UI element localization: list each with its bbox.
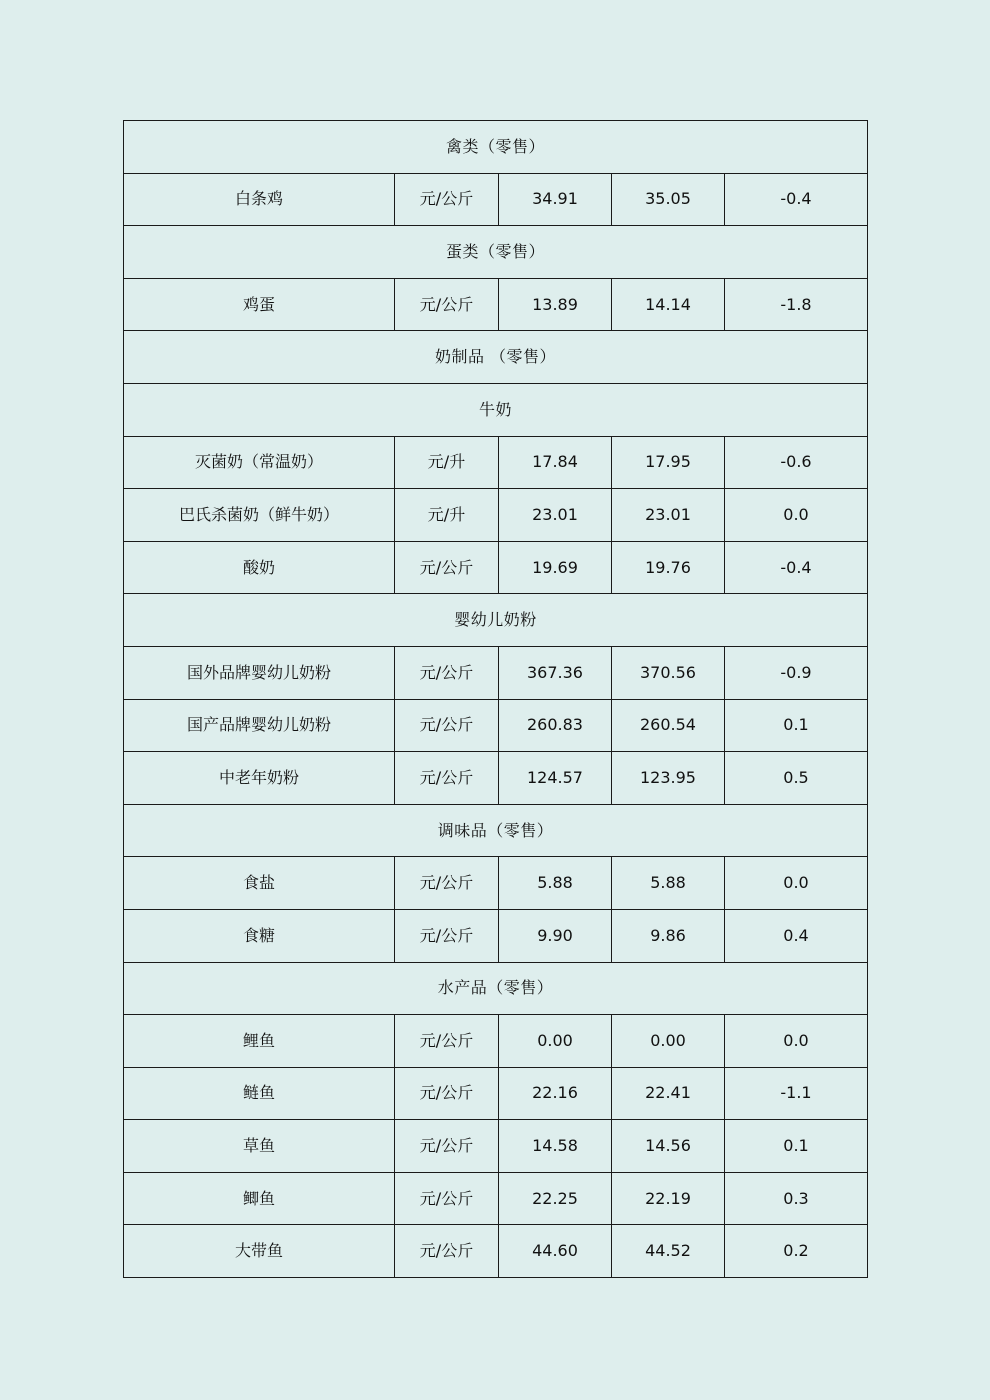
previous-price-cell: 23.01 [612, 489, 725, 542]
item-name-cell: 鸡蛋 [124, 278, 395, 331]
previous-price-cell: 0.00 [612, 1015, 725, 1068]
item-name-cell: 国外品牌婴幼儿奶粉 [124, 646, 395, 699]
current-price-cell: 34.91 [499, 173, 612, 226]
item-name-cell: 鲢鱼 [124, 1067, 395, 1120]
category-row [124, 331, 868, 384]
current-price-cell: 44.60 [499, 1225, 612, 1278]
unit-cell: 元/公斤 [395, 278, 499, 331]
item-name-cell: 草鱼 [124, 1120, 395, 1173]
unit-cell: 元/公斤 [395, 909, 499, 962]
change-percent-cell: -0.4 [725, 541, 868, 594]
item-name-cell: 中老年奶粉 [124, 752, 395, 805]
unit-cell: 元/公斤 [395, 1067, 499, 1120]
table-row [124, 857, 868, 910]
item-name-cell: 大带鱼 [124, 1225, 395, 1278]
current-price-cell: 19.69 [499, 541, 612, 594]
change-percent-cell: -1.1 [725, 1067, 868, 1120]
unit-cell: 元/公斤 [395, 752, 499, 805]
item-name-cell: 食糖 [124, 909, 395, 962]
previous-price-cell: 9.86 [612, 909, 725, 962]
unit-cell: 元/升 [395, 489, 499, 542]
category-label: 奶制品 （零售） [124, 331, 868, 384]
unit-cell: 元/公斤 [395, 699, 499, 752]
change-percent-cell: 0.0 [725, 1015, 868, 1068]
previous-price-cell: 22.19 [612, 1172, 725, 1225]
change-percent-cell: 0.1 [725, 1120, 868, 1173]
current-price-cell: 367.36 [499, 646, 612, 699]
previous-price-cell: 19.76 [612, 541, 725, 594]
item-name-cell: 灭菌奶（常温奶） [124, 436, 395, 489]
category-row [124, 383, 868, 436]
unit-cell: 元/公斤 [395, 173, 499, 226]
table-row [124, 541, 868, 594]
previous-price-cell: 17.95 [612, 436, 725, 489]
change-percent-cell: -1.8 [725, 278, 868, 331]
item-name-cell: 酸奶 [124, 541, 395, 594]
change-percent-cell: 0.4 [725, 909, 868, 962]
change-percent-cell: -0.9 [725, 646, 868, 699]
unit-cell: 元/升 [395, 436, 499, 489]
unit-cell: 元/公斤 [395, 1225, 499, 1278]
previous-price-cell: 5.88 [612, 857, 725, 910]
previous-price-cell: 22.41 [612, 1067, 725, 1120]
previous-price-cell: 123.95 [612, 752, 725, 805]
table-row [124, 752, 868, 805]
current-price-cell: 22.16 [499, 1067, 612, 1120]
change-percent-cell: -0.4 [725, 173, 868, 226]
change-percent-cell: 0.0 [725, 857, 868, 910]
table-row [124, 173, 868, 226]
previous-price-cell: 44.52 [612, 1225, 725, 1278]
current-price-cell: 13.89 [499, 278, 612, 331]
current-price-cell: 22.25 [499, 1172, 612, 1225]
category-label: 禽类（零售） [124, 121, 868, 174]
change-percent-cell: 0.1 [725, 699, 868, 752]
current-price-cell: 17.84 [499, 436, 612, 489]
unit-cell: 元/公斤 [395, 857, 499, 910]
change-percent-cell: 0.2 [725, 1225, 868, 1278]
current-price-cell: 9.90 [499, 909, 612, 962]
current-price-cell: 14.58 [499, 1120, 612, 1173]
category-row [124, 226, 868, 279]
table-row [124, 699, 868, 752]
unit-cell: 元/公斤 [395, 1120, 499, 1173]
category-label: 牛奶 [124, 383, 868, 436]
item-name-cell: 鲤鱼 [124, 1015, 395, 1068]
change-percent-cell: 0.5 [725, 752, 868, 805]
category-row [124, 962, 868, 1015]
table-row [124, 1015, 868, 1068]
table-row [124, 1067, 868, 1120]
previous-price-cell: 260.54 [612, 699, 725, 752]
current-price-cell: 5.88 [499, 857, 612, 910]
table-row [124, 278, 868, 331]
change-percent-cell: 0.0 [725, 489, 868, 542]
table-row [124, 1120, 868, 1173]
category-label: 婴幼儿奶粉 [124, 594, 868, 647]
item-name-cell: 白条鸡 [124, 173, 395, 226]
item-name-cell: 食盐 [124, 857, 395, 910]
unit-cell: 元/公斤 [395, 1172, 499, 1225]
previous-price-cell: 14.56 [612, 1120, 725, 1173]
table-row [124, 436, 868, 489]
previous-price-cell: 14.14 [612, 278, 725, 331]
table-row [124, 646, 868, 699]
current-price-cell: 0.00 [499, 1015, 612, 1068]
previous-price-cell: 370.56 [612, 646, 725, 699]
category-label: 调味品（零售） [124, 804, 868, 857]
item-name-cell: 巴氏杀菌奶（鲜牛奶） [124, 489, 395, 542]
previous-price-cell: 35.05 [612, 173, 725, 226]
current-price-cell: 260.83 [499, 699, 612, 752]
table-row [124, 909, 868, 962]
price-table-body [124, 121, 868, 1278]
category-row [124, 121, 868, 174]
category-row [124, 594, 868, 647]
unit-cell: 元/公斤 [395, 646, 499, 699]
current-price-cell: 23.01 [499, 489, 612, 542]
item-name-cell: 国产品牌婴幼儿奶粉 [124, 699, 395, 752]
change-percent-cell: -0.6 [725, 436, 868, 489]
unit-cell: 元/公斤 [395, 541, 499, 594]
price-table [123, 120, 868, 1278]
table-row [124, 489, 868, 542]
item-name-cell: 鲫鱼 [124, 1172, 395, 1225]
table-row [124, 1172, 868, 1225]
unit-cell: 元/公斤 [395, 1015, 499, 1068]
category-label: 蛋类（零售） [124, 226, 868, 279]
category-label: 水产品（零售） [124, 962, 868, 1015]
category-row [124, 804, 868, 857]
table-row [124, 1225, 868, 1278]
change-percent-cell: 0.3 [725, 1172, 868, 1225]
current-price-cell: 124.57 [499, 752, 612, 805]
